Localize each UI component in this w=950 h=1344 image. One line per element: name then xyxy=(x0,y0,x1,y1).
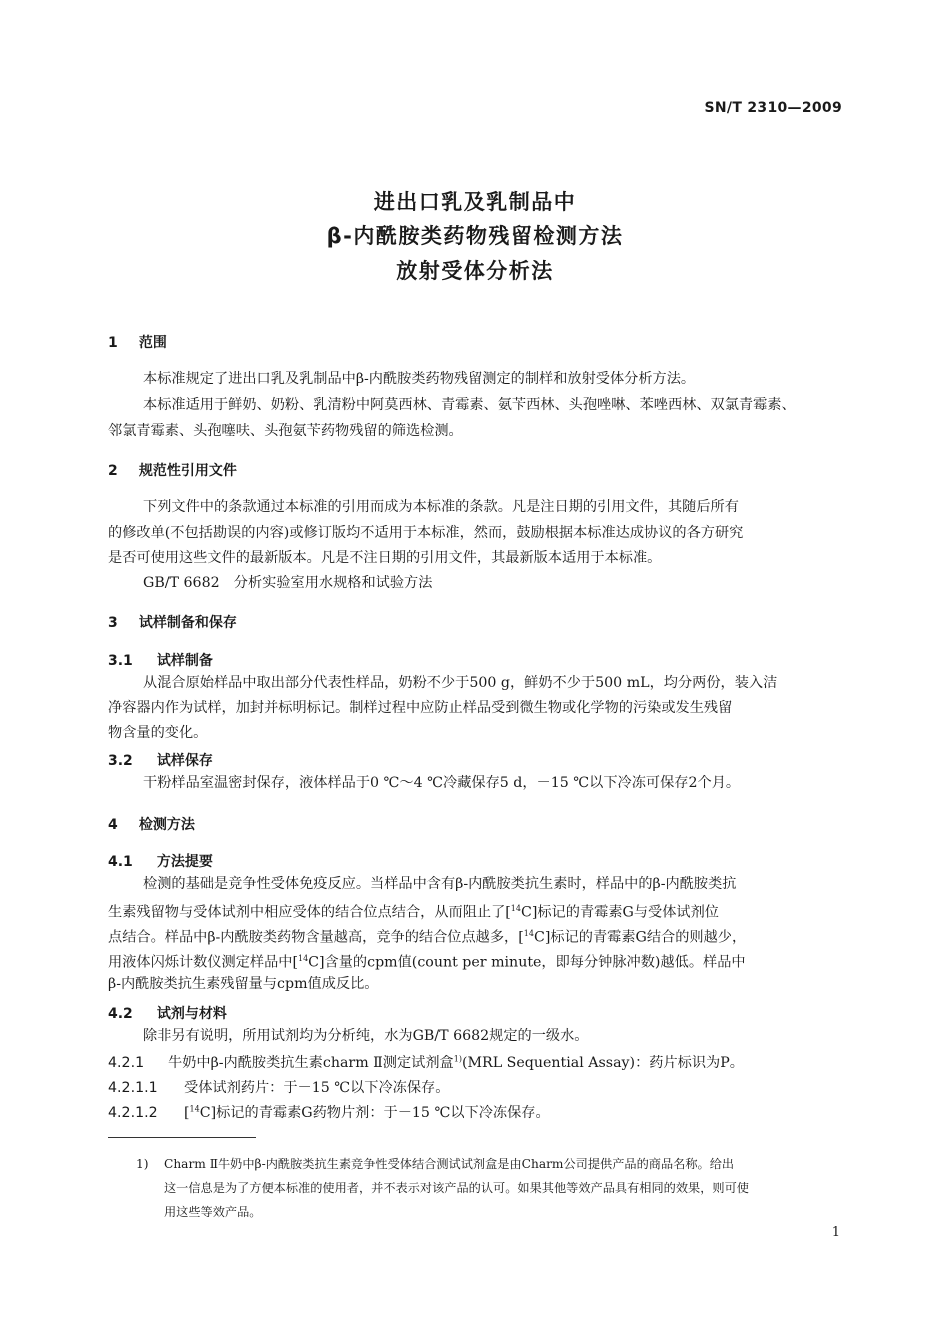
s31-line-c: 物含量的变化。 xyxy=(108,725,208,741)
section-4-2-1-1: 4.2.1.1 受体试剂药片：于－15 ℃以下冷冻保存。 xyxy=(108,1080,450,1096)
s2-para-b: 的修改单(不包括勘误的内容)或修订版均不适用于本标准，然而，鼓励根据本标准达成协议的各方研究 xyxy=(108,525,744,541)
s41-line-d: 用液体闪烁计数仪测定样品中[$^{14}$C]含量的cpm值(count per minute，即每分钟脉冲数)越低。样品中 xyxy=(108,954,746,971)
footnote-line-1: Charm Ⅱ牛奶中β-内酰胺类抗生素竞争性受体结合测试试剂盒是由Charm公司提供产品的商品名称。给出 xyxy=(164,1157,735,1171)
section-4-1-heading: 4.1 方法提要 xyxy=(108,854,213,870)
standard-number: SN/T 2310—2009 xyxy=(704,100,842,116)
s41-line-b: 生素残留物与受体试剂中相应受体的结合位点结合，从而阻止了[$^{14}$C]标记的青霉素G与受体试剂位 xyxy=(108,904,719,921)
footnote-line-3: 用这些等效产品。 xyxy=(164,1205,262,1219)
section-4-2-heading: 4.2 试剂与材料 xyxy=(108,1006,227,1022)
s1-para-2a: 本标准适用于鲜奶、奶粉、乳清粉中阿莫西林、青霉素、氨苄西林、头孢唑啉、苯唑西林、双氯青霉素、 xyxy=(143,397,796,413)
s2-reference: GB/T 6682 分析实验室用水规格和试验方法 xyxy=(143,575,433,591)
title-line-1: 进出口乳及乳制品中 xyxy=(373,190,577,214)
s1-para-1: 本标准规定了进出口乳及乳制品中β-内酰胺类药物残留测定的制样和放射受体分析方法。 xyxy=(143,371,696,387)
section-3-2-heading: 3.2 试样保存 xyxy=(108,753,213,769)
section-4-2-1-2: 4.2.1.2 [$^{14}$C]标记的青霉素G药物片剂：于－15 ℃以下冷冻保存。 xyxy=(108,1104,550,1121)
title-line-2: β-内酰胺类药物残留检测方法 xyxy=(326,224,624,248)
s42-line-a: 除非另有说明，所用试剂均为分析纯，水为GB/T 6682规定的一级水。 xyxy=(143,1028,589,1044)
footnote-rule xyxy=(108,1137,256,1138)
section-3-heading: 3 试样制备和保存 xyxy=(108,615,237,631)
s41-line-e: β-内酰胺类抗生素残留量与cpm值成反比。 xyxy=(108,976,379,992)
s1-para-2b: 邻氯青霉素、头孢噻呋、头孢氨苄药物残留的筛选检测。 xyxy=(108,423,463,439)
s2-para-a: 下列文件中的条款通过本标准的引用而成为本标准的条款。凡是注日期的引用文件，其随后所有 xyxy=(143,499,739,515)
s41-line-c: 点结合。样品中β-内酰胺类药物含量越高，竞争的结合位点越多，[$^{14}$C]标记的青霉素G结合的则越少， xyxy=(108,929,747,946)
s2-para-c: 是否可使用这些文件的最新版本。凡是不注日期的引用文件，其最新版本适用于本标准。 xyxy=(108,550,662,566)
section-3-1-heading: 3.1 试样制备 xyxy=(108,653,213,669)
s32-line-a: 干粉样品室温密封保存，液体样品于0 ℃～4 ℃冷藏保存5 d，－15 ℃以下冷冻可保存2个月。 xyxy=(143,775,741,791)
section-4-2-1: 4.2.1 牛奶中β-内酰胺类抗生素charm Ⅱ测定试剂盒$^{1)}$(MRL Sequential Assay)：药片标识为P。 xyxy=(108,1054,744,1071)
section-1-heading: 1 范围 xyxy=(108,335,167,351)
page-number: 1 xyxy=(831,1225,840,1240)
s31-line-b: 净容器内作为试样，加封并标明标记。制样过程中应防止样品受到微生物或化学物的污染或发生残留 xyxy=(108,700,733,716)
s31-line-a: 从混合原始样品中取出部分代表性样品，奶粉不少于500 g，鲜奶不少于500 mL，均分两份，装入洁 xyxy=(143,675,778,691)
footnote-marker: 1) xyxy=(136,1157,149,1171)
section-2-heading: 2 规范性引用文件 xyxy=(108,463,237,479)
s41-line-a: 检测的基础是竞争性受体免疫反应。当样品中含有β-内酰胺类抗生素时，样品中的β-内酰胺类抗 xyxy=(143,876,737,892)
title-line-3: 放射受体分析法 xyxy=(396,259,554,283)
footnote-line-2: 这一信息是为了方便本标准的使用者，并不表示对该产品的认可。如果其他等效产品具有相同的效果，则可使 xyxy=(164,1181,749,1195)
section-4-heading: 4 检测方法 xyxy=(108,817,195,833)
